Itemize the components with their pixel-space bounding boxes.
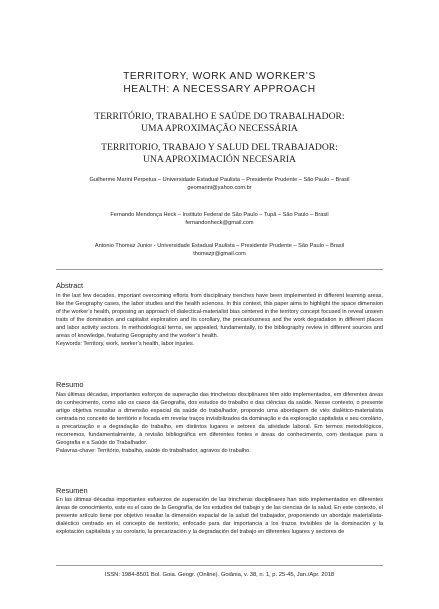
author-email: thomazjr@gmail.com <box>193 251 246 257</box>
author-affiliation: Guilherme Marini Perpetua – Universidade Estadual Paulista – Presidente Prudente – São Paulo – Brasil <box>89 177 350 183</box>
resumen-text: En las últimas décadas importantes esfuerzos de superación de las trincheras disciplinares han sido implementados en diferentes áreas de conocimiento, este es el caso de la Geografía, de los estudios del trabajo y de las ciencias de la salud. En este contexto, el presente artículo tiene por objetivo resaltar la dimensión espacial de la salud del trabajador, proponiendo un abordaje materialista-dialéctico centrado en el concepto de territorio, enfocado para dar importancia a los trazos invisibles de la dominación y la explotación capitalista y su corolario, la precarización y la degradación del trabajo en diferentes lugares y sectores de <box>56 497 383 535</box>
resumo-body <box>56 392 383 456</box>
title-spanish-line-2: UNA APROXIMACIÓN NECESARIA <box>143 154 296 165</box>
resumen-body <box>56 497 383 555</box>
author-affiliation: Antonio Thomaz Junior - Universidade Estadual Paulista – Presidente Prudente – São Paulo – Brasil <box>94 243 345 249</box>
resumo-text: Nas últimas décadas, importantes esforços de superação das trincheiras disciplinares têm sido implementados, em diferentes áreas do conhecimento, como são os casos da Geografia, dos estudos do trabalho e das ciências da saúde. Nesse contexto, o presente artigo objetiva ressaltar a dimensão espacial da saúde do trabalhador, propondo uma abordagem de viés dialético-materialista centrada no conceito de território e focada em revelar traços invisibilizados da dominação e da exploração capitalista e seu corolário, a precarização e a degradação do trabalho, em distintos lugares e setores da atividade laboral. Em termos metodológicos, recorremos, fundamentalmente, à revisão bibliográfica em diferentes fontes e áreas do conhecimento, com destaque para a Geografia e a Saúde do Trabalhador. <box>56 392 383 446</box>
title-english <box>0 70 439 96</box>
footer-divider <box>56 565 383 566</box>
section-divider <box>56 269 383 270</box>
title-portuguese-line-1: TERRITÓRIO, TRABALHO E SAÚDE DO TRABALHADOR: <box>94 111 345 122</box>
resumo-heading: Resumo <box>56 380 84 389</box>
abstract-text: In the last few decades, important overcoming efforts from disciplinary trenches have been implemented in different learning areas, like the Geography cases, the labor studies and the health sciences. In this context, this paper aims to highlight the space dimension of the worker’s health, proposing an approach of dialectical-materialist bias centered in the territory concept focused in reveal unseen traits of the domination and capitalist exploration and its corollary, the precariousness and the work degradation in different places and labor activity sectors. In methodological terms, we appealed, fundamentally, to the bibliography review in different sources and areas of knowledge, featuring Geography and the worker’s health. <box>56 293 383 339</box>
resumen-heading: Resumen <box>56 486 88 495</box>
author-2 <box>0 211 439 227</box>
author-3 <box>0 242 439 258</box>
abstract-heading: Abstract <box>56 281 84 290</box>
author-affiliation: Fernando Mendonça Heck – Instituto Federal de São Paulo – Tupã – São Paulo – Brasil <box>110 212 329 218</box>
title-portuguese <box>0 111 439 135</box>
title-english-line-2: HEALTH: A NECESSARY APPROACH <box>123 84 316 95</box>
author-email: fernandonheck@gmail.com <box>185 220 254 226</box>
abstract-keywords: Keywords: Territory, work, worker’s health, labor injuries. <box>56 340 195 347</box>
author-1 <box>0 176 439 192</box>
abstract-body <box>56 293 383 349</box>
title-spanish <box>0 142 439 166</box>
title-spanish-line-1: TERRITORIO, TRABAJO Y SALUD DEL TRABAJADOR: <box>101 142 338 153</box>
resumo-keywords: Palavras-chave: Território, trabalho, saúde do trabalhador, agravos do trabalho. <box>56 447 251 454</box>
author-email: geomarini@yahoo.com.br <box>187 185 252 191</box>
journal-citation-footer: ISSN: 1984-8501 Bol. Goia. Geogr. (Online). Goiânia, v. 38, n. 1, p. 25-45, Jan./Apr. 2018 <box>104 572 335 578</box>
title-portuguese-line-2: UMA APROXIMAÇÃO NECESSÁRIA <box>141 123 298 134</box>
title-english-line-1: TERRITORY, WORK AND WORKER’S <box>123 71 316 82</box>
